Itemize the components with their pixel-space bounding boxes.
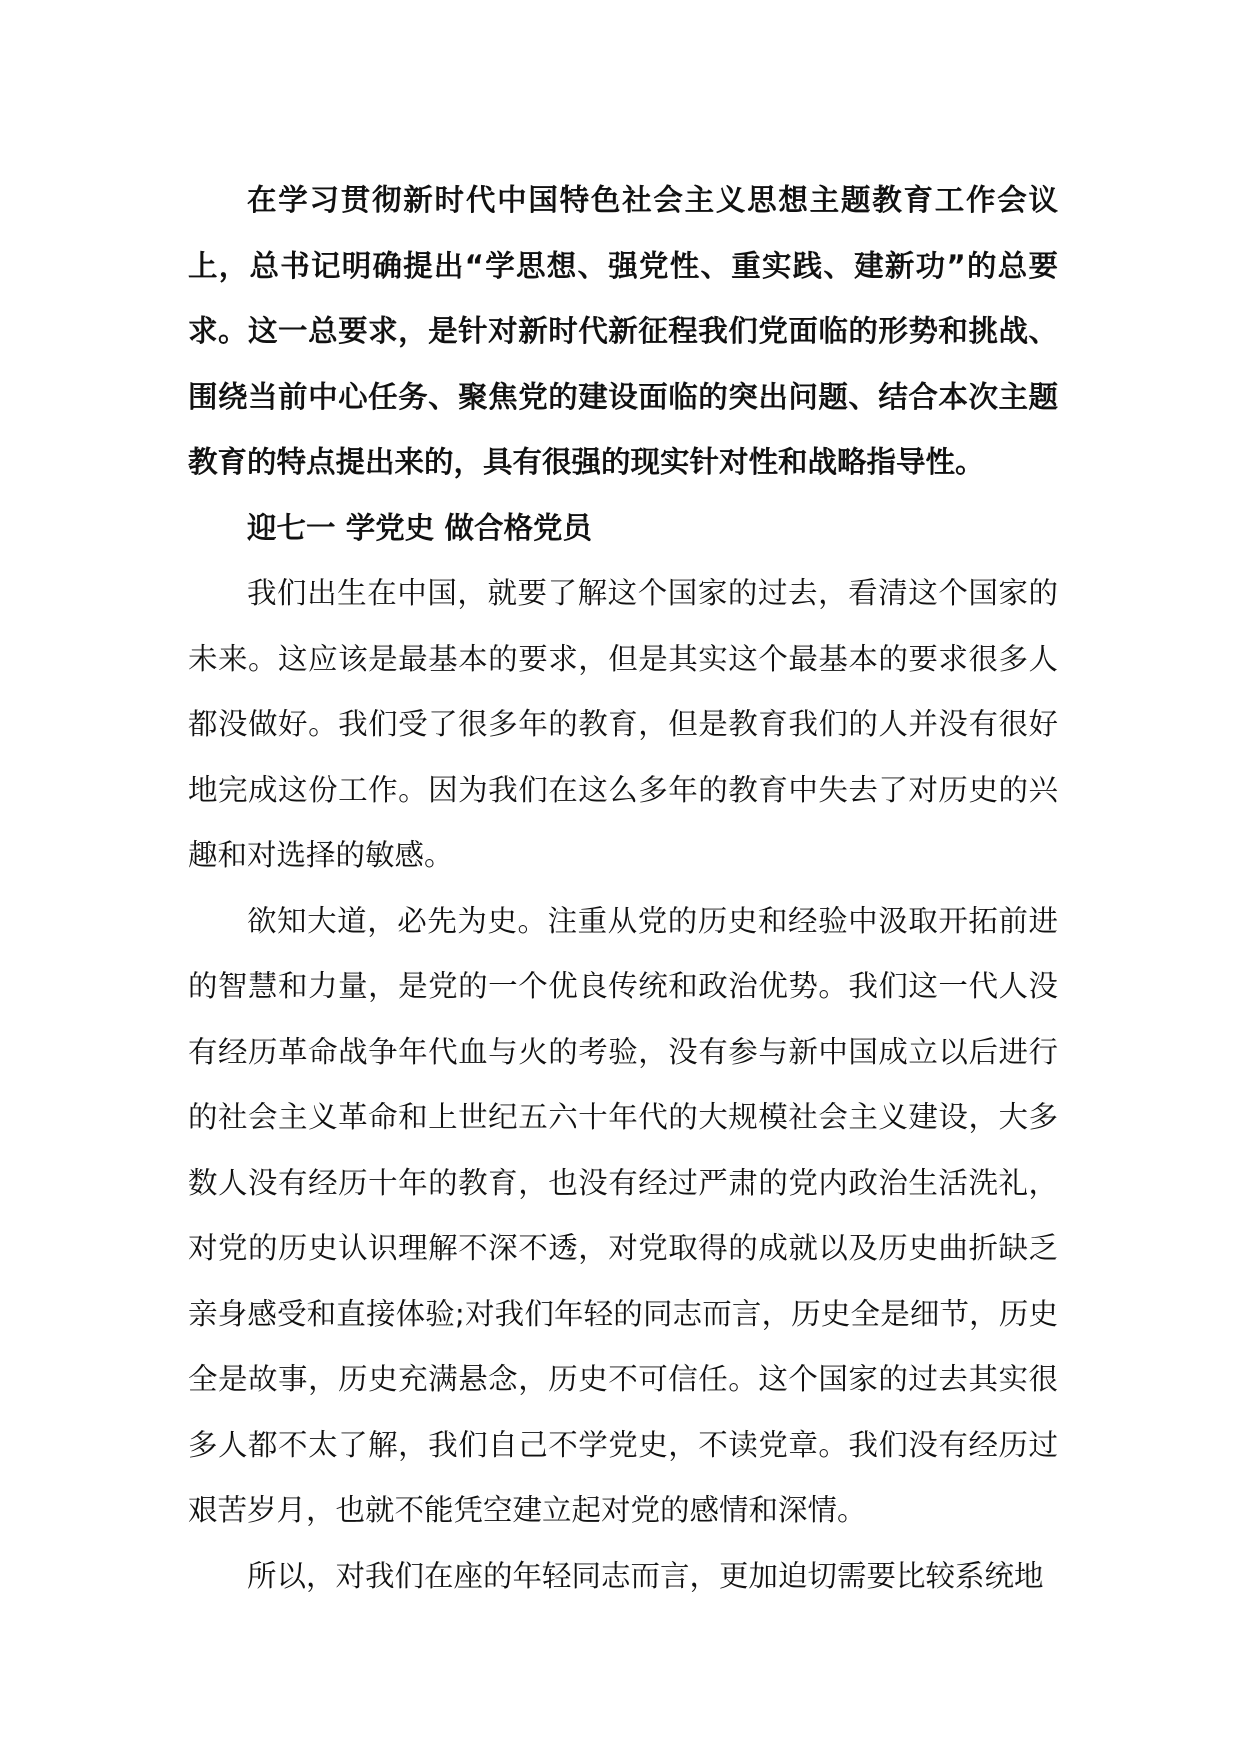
intro-paragraph: 在学习贯彻新时代中国特色社会主义思想主题教育工作会议上，总书记明确提出“学思想、强党性、重实践、建新功”的总要求。这一总要求，是针对新时代新征程我们党面临的形势和挑战、围绕当前中心任务、聚焦党的建设面临的突出问题、结合本次主题教育的特点提出来的，具有很强的现实针对性和战略指导性。 xyxy=(188,183,1058,479)
body-paragraph-2: 欲知大道，必先为史。注重从党的历史和经验中汲取开拓前进的智慧和力量，是党的一个优良传统和政治优势。我们这一代人没有经历革命战争年代血与火的考验，没有参与新中国成立以后进行的社会主义革命和上世纪五六十年代的大规模社会主义建设，大多数人没有经历十年的教育，也没有经过严肃的党内政治生活洗礼，对党的历史认识理解不深不透，对党取得的成就以及历史曲折缺乏亲身感受和直接体验;对我们年轻的同志而言，历史全是细节，历史全是故事，历史充满悬念，历史不可信任。这个国家的过去其实很多人都不太了解，我们自己不学党史，不读党章。我们没有经历过艰苦岁月，也就不能凭空建立起对党的感情和深情。 xyxy=(188,903,1058,1527)
section-heading: 迎七一 学党史 做合格党员 xyxy=(247,510,593,545)
body-paragraph-1: 我们出生在中国，就要了解这个国家的过去，看清这个国家的未来。这应该是最基本的要求，但是其实这个最基本的要求很多人都没做好。我们受了很多年的教育，但是教育我们的人并没有很好地完成这份工作。因为我们在这么多年的教育中失去了对历史的兴趣和对选择的敏感。 xyxy=(188,576,1058,872)
body-paragraph-3: 所以，对我们在座的年轻同志而言，更加迫切需要比较系统地 xyxy=(247,1558,1044,1593)
document-body xyxy=(188,168,1058,1609)
